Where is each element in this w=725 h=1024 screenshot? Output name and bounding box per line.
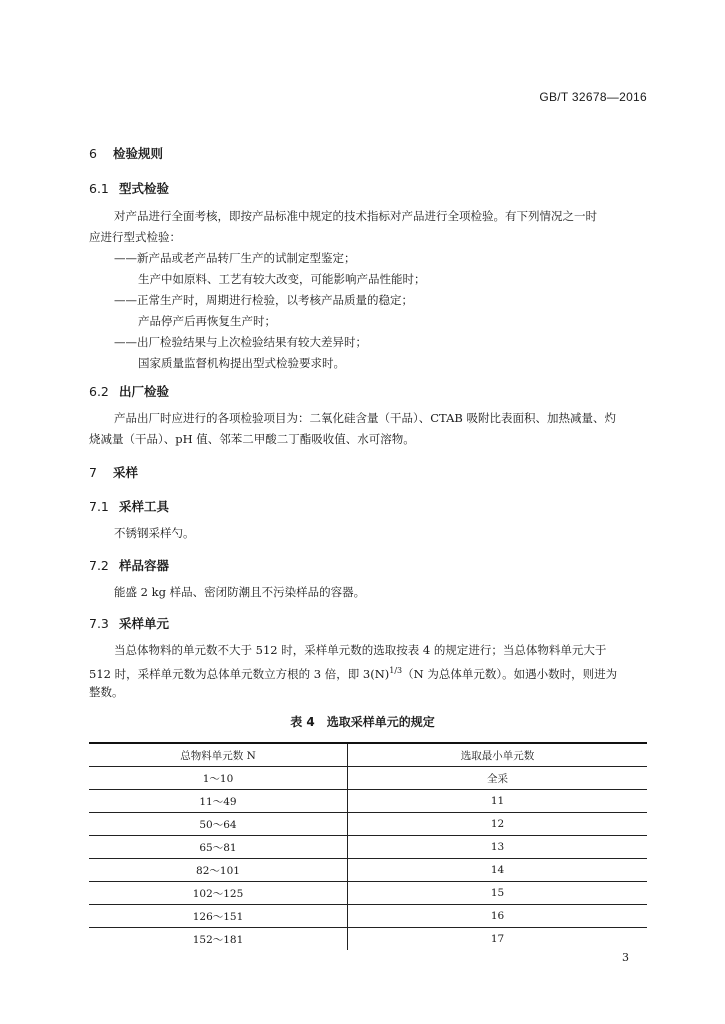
table-cell: 65～81 [89, 836, 348, 859]
table-4 [89, 742, 647, 950]
paragraph-line: 能盛 2 kg 样品、密闭防潮且不污染样品的容器。 [114, 585, 366, 599]
superscript: 1/3 [389, 666, 403, 675]
paragraph-line: 烧减量（干品）、pH 值、邻苯二甲酸二丁酯吸收值、水可溶物。 [89, 432, 415, 446]
table-row [89, 905, 647, 928]
section-number: 7.2 [89, 558, 109, 573]
table-cell: 13 [348, 836, 648, 859]
section-number: 7 [89, 465, 97, 480]
table-row [89, 767, 647, 790]
paragraph-line: 产品出厂时应进行的各项检验项目为：二氧化硅含量（干品）、CTAB 吸附比表面积、加热减量、灼 [114, 411, 616, 425]
section-7-1-heading [89, 497, 169, 515]
section-title: 型式检验 [119, 181, 170, 196]
section-title: 采样单元 [119, 616, 170, 631]
section-title: 样品容器 [119, 558, 170, 573]
list-item: ——正常生产时，周期进行检验，以考核产品质量的稳定； [114, 293, 413, 307]
paragraph-line [89, 661, 617, 684]
list-item: 产品停产后再恢复生产时； [138, 314, 276, 328]
column-header: 总物料单元数 N [89, 743, 348, 767]
table-row [89, 836, 647, 859]
paragraph-line: 整数。 [89, 685, 124, 699]
table-cell: 14 [348, 859, 648, 882]
table-row [89, 928, 647, 951]
table-cell: 全采 [348, 767, 648, 790]
table-cell: 152～181 [89, 928, 348, 951]
text-segment: 512 时，采样单元数为总体单元数立方根的 3 倍，即 3(N) [89, 666, 390, 681]
section-7-2-heading [89, 556, 169, 574]
section-title: 采样工具 [119, 499, 170, 514]
section-number: 7.3 [89, 616, 109, 631]
page-number: 3 [622, 951, 629, 964]
list-item: ——出厂检验结果与上次检验结果有较大差异时； [114, 335, 367, 349]
table-cell: 102～125 [89, 882, 348, 905]
table-cell: 16 [348, 905, 648, 928]
table-cell: 126～151 [89, 905, 348, 928]
section-title: 出厂检验 [119, 384, 170, 399]
section-7-3-heading [89, 614, 169, 632]
section-6-2-heading [89, 382, 169, 400]
table-cell: 11～49 [89, 790, 348, 813]
list-item: ——新产品或老产品转厂生产的试制定型鉴定； [114, 251, 356, 265]
table-row [89, 882, 647, 905]
paragraph-line: 当总体物料的单元数不大于 512 时，采样单元数的选取按表 4 的规定进行；当总体物料单元大于 [114, 643, 607, 657]
table-cell: 17 [348, 928, 648, 951]
table-cell: 12 [348, 813, 648, 836]
table-cell: 11 [348, 790, 648, 813]
paragraph-line: 应进行型式检验： [89, 230, 181, 244]
table-header-row [89, 743, 647, 767]
list-item: 生产中如原料、工艺有较大改变，可能影响产品性能时； [138, 272, 426, 286]
column-header: 选取最小单元数 [348, 743, 648, 767]
paragraph-line: 不锈钢采样勺。 [114, 526, 195, 540]
list-item: 国家质量监督机构提出型式检验要求时。 [138, 356, 345, 370]
section-number: 7.1 [89, 499, 109, 514]
section-number: 6.2 [89, 384, 109, 399]
paragraph-line: 对产品进行全面考核，即按产品标准中规定的技术指标对产品进行全项检验。有下列情况之一时 [114, 209, 597, 223]
table-cell: 15 [348, 882, 648, 905]
table-row [89, 859, 647, 882]
section-title: 检验规则 [113, 146, 164, 161]
section-6-heading [89, 144, 163, 162]
table-cell: 1～10 [89, 767, 348, 790]
standard-number: GB/T 32678—2016 [539, 90, 647, 104]
section-6-1-heading [89, 179, 169, 197]
section-7-heading [89, 463, 138, 481]
table-cell: 82～101 [89, 859, 348, 882]
section-title: 采样 [113, 465, 139, 480]
section-number: 6.1 [89, 181, 109, 196]
section-number: 6 [89, 146, 97, 161]
table-caption: 表 4 选取采样单元的规定 [290, 715, 435, 729]
table-row [89, 813, 647, 836]
text-segment: （N 为总体单元数）。如遇小数时，则进为 [402, 666, 618, 681]
table-row [89, 790, 647, 813]
table-cell: 50～64 [89, 813, 348, 836]
